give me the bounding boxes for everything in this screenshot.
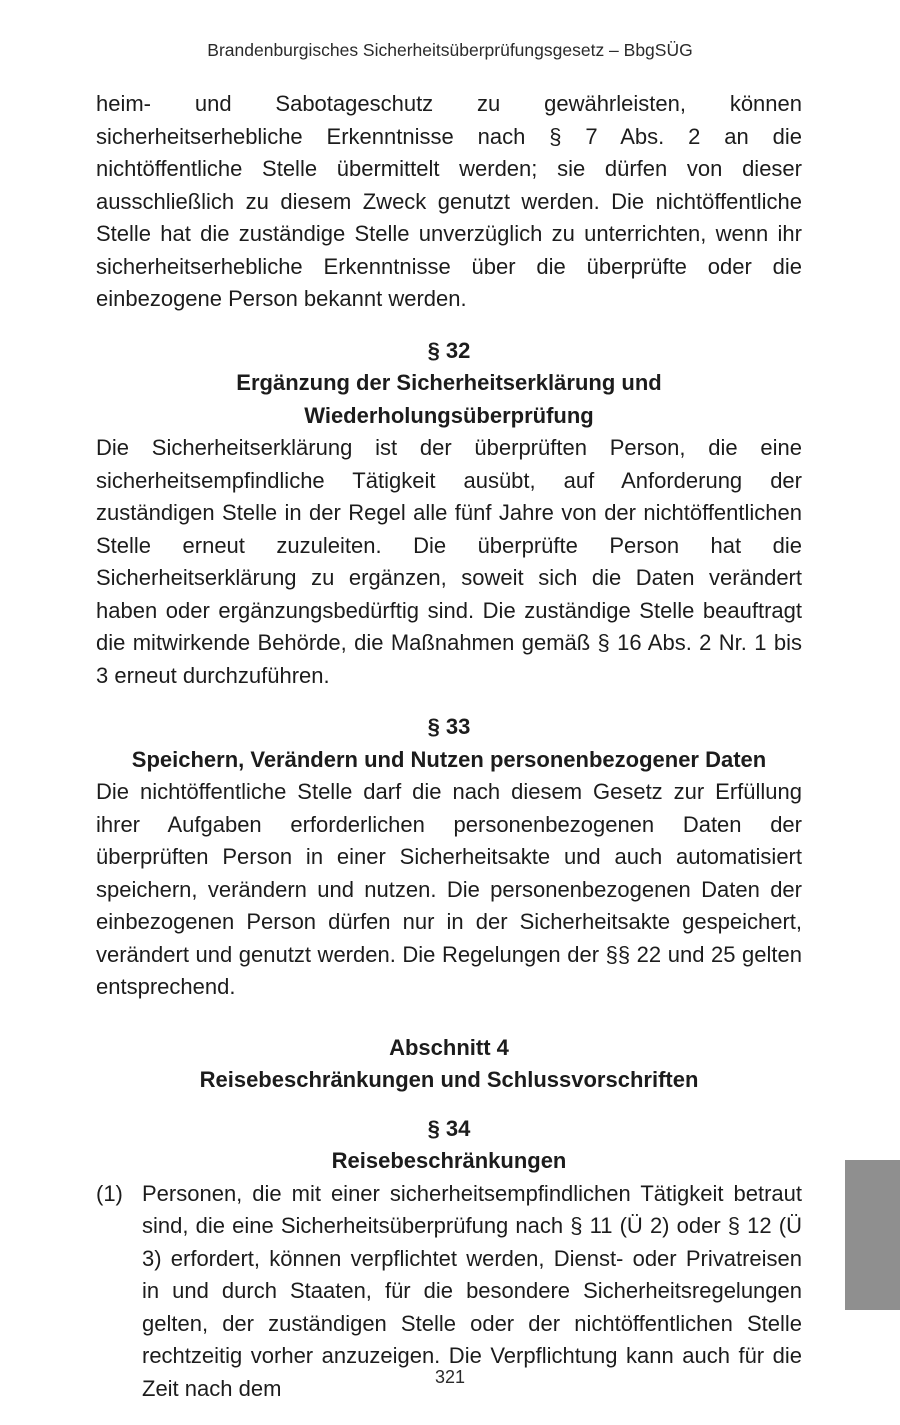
abschnitt-title: Reisebeschränkungen und Schlussvorschriften xyxy=(199,1067,699,1092)
section-33-number: § 33 xyxy=(427,714,471,739)
page-number: 321 xyxy=(434,1367,466,1387)
section-33-title: Speichern, Verändern und Nutzen personenbezogener Daten xyxy=(131,746,767,772)
section-32-title-line2: Wiederholungsüberprüfung xyxy=(304,402,594,428)
section-32-text: Die Sicherheitserklärung ist der überprüften Person, die eine sicherheitsempfindliche Tätigkeit ausübt, auf Anforderung der zuständigen Stelle in der Regel alle fünf Jahre von der nichtöffentlichen Stelle erneut zuzuleiten. Die überprüfte Person hat die Sicherheitserklärung zu ergänzen, soweit sich die Daten verändert haben oder ergänzungsbedürftig sind. Die zuständige Stelle beauftragt die mitwirkende Behörde, die Maßnahmen gemäß § 16 Abs. 2 Nr. 1 bis 3 erneut durchzuführen. xyxy=(96,435,802,688)
section-32-title-line1: Ergänzung der Sicherheitserklärung und xyxy=(236,370,662,395)
item-number: (1) xyxy=(96,1180,123,1206)
section-34-number: § 34 xyxy=(427,1115,471,1141)
chapter-thumb-tab xyxy=(845,1160,900,1310)
running-header: Brandenburgisches Sicherheitsüberprüfungsgesetz – BbgSÜG xyxy=(207,40,693,60)
item-text: Personen, die mit einer sicherheitsempfindlichen Tätigkeit betraut sind, die eine Sicherheitsüberprüfung nach § 11 (Ü 2) oder § 12 (Ü 3) erfordert, können verpflichtet werden, Dienst- oder Privatreisen in und durch Staaten, für die besondere Sicherheitsregelungen gelten, der zuständigen Stelle oder der nichtöffentlichen Stelle rechtzeitig vorher anzuzeigen. Die Verpflichtung kann auch für die Zeit nach dem xyxy=(142,1180,802,1401)
section-34-title: Reisebeschränkungen xyxy=(331,1148,567,1173)
section-32-number: § 32 xyxy=(427,337,471,363)
page-body xyxy=(96,88,802,1405)
abschnitt-label: Abschnitt 4 xyxy=(389,1034,509,1060)
section-33-text: Die nichtöffentliche Stelle darf die nach diesem Gesetz zur Erfüllung ihrer Aufgaben erforderlichen personenbezogenen Daten der überprüften Person in einer Sicherheitsakte und auch automatisiert speichern, verändern und nutzen. Die personenbezogenen Daten der einbezogenen Person dürfen nur in der Sicherheitsakte gespeichert, verändert und genutzt werden. Die Regelungen der §§ 22 und 25 gelten entsprechend. xyxy=(96,779,802,999)
intro-paragraph: heim- und Sabotageschutz zu gewährleisten, können sicherheitserhebliche Erkenntnisse nach § 7 Abs. 2 an die nichtöffentliche Stelle übermittelt werden; sie dürfen von dieser ausschließlich zu diesem Zweck genutzt werden. Die nichtöffentliche Stelle hat die zuständige Stelle unverzüglich zu unterrichten, wenn ihr sicherheitserhebliche Erkenntnisse über die überprüfte oder die einbezogene Person bekannt werden. xyxy=(96,91,802,311)
